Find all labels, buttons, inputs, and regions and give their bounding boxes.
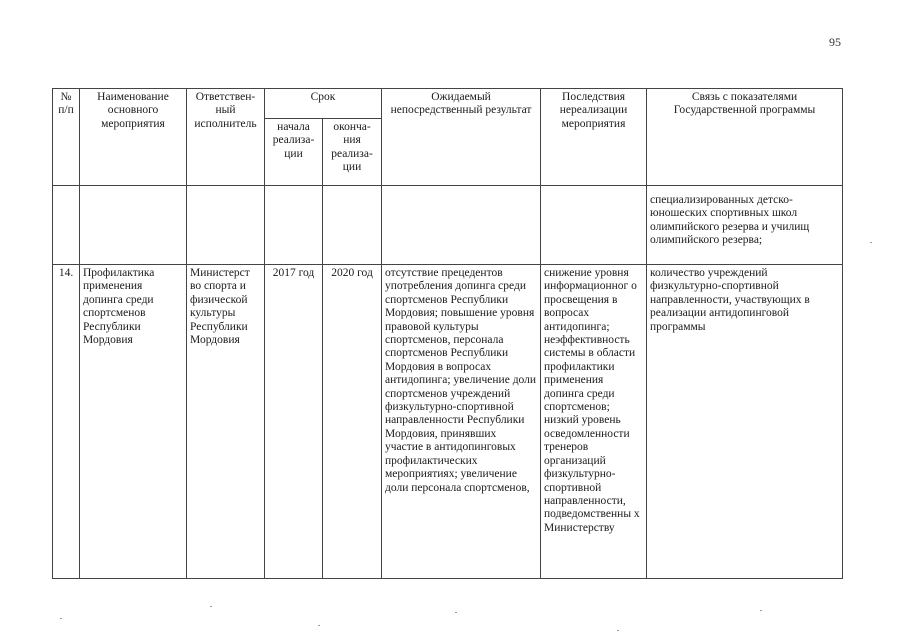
scan-speck: [210, 606, 212, 607]
header-name: Наименование основного мероприятия: [80, 89, 187, 186]
header-num: № п/п: [53, 89, 80, 186]
cell-end: [323, 186, 382, 265]
cell-name: Профилактика применения допинга среди спортсменов Республики Мордовия: [80, 265, 187, 579]
scan-speck: [870, 242, 872, 243]
header-result: Ожидаемый непосредственный результат: [382, 89, 541, 186]
table-row-continuation: [53, 186, 843, 265]
scan-speck: [455, 612, 457, 613]
cell-num: [53, 186, 80, 265]
page-number: 95: [829, 35, 841, 49]
header-executor: Ответствен-ный исполнитель: [187, 89, 265, 186]
scan-speck: [60, 618, 62, 619]
cell-executor: Министерст во спорта и физической культуры Республики Мордовия: [187, 265, 265, 579]
cell-result: [382, 186, 541, 265]
cell-result: отсутствие прецедентов употребления допинга среди спортсменов Республики Мордовия; повышение уровня правовой культуры спортсменов, персонала спортсменов Республики Мордовия в вопросах антидопинга; увеличение доли спортсменов учреждений физкультурно-спортивной направленности Республики Мордовия, принявших участие в антидопинговых профилактических мероприятиях; увеличение доли персонала спортсменов,: [382, 265, 541, 579]
cell-end: 2020 год: [323, 265, 382, 579]
header-consequence: Последствия нереализации мероприятия: [541, 89, 647, 186]
header-term-start: начала реализа-ции: [265, 119, 323, 186]
cell-consequence: [541, 186, 647, 265]
header-term-end: оконча-ния реализа-ции: [323, 119, 382, 186]
header-row: [53, 89, 843, 119]
cell-start: [265, 186, 323, 265]
cell-start: 2017 год: [265, 265, 323, 579]
cell-indicators: специализированных детско-юношеских спортивных школ олимпийского резерва и училищ олимпийского резерва;: [647, 186, 843, 265]
scan-speck: [617, 630, 619, 631]
header-indicators: Связь с показателями Государственной программы: [647, 89, 843, 186]
cell-num: 14.: [53, 265, 80, 579]
cell-consequence: снижение уровня информационног о просвещения в вопросах антидопинга; неэффективность системы в области профилактики применения допинга среди спортсменов; низкий уровень осведомленности тренеров организаций физкультурно-спортивной направленности, подведомственны х Министерству: [541, 265, 647, 579]
scan-speck: [760, 610, 762, 611]
cell-executor: [187, 186, 265, 265]
scan-speck: [318, 625, 320, 626]
header-term: Срок: [265, 89, 382, 119]
cell-name: [80, 186, 187, 265]
cell-indicators: количество учреждений физкультурно-спортивной направленности, участвующих в реализации антидопинговой программы: [647, 265, 843, 579]
table-row-14: [53, 265, 843, 579]
activities-table: [52, 88, 843, 579]
